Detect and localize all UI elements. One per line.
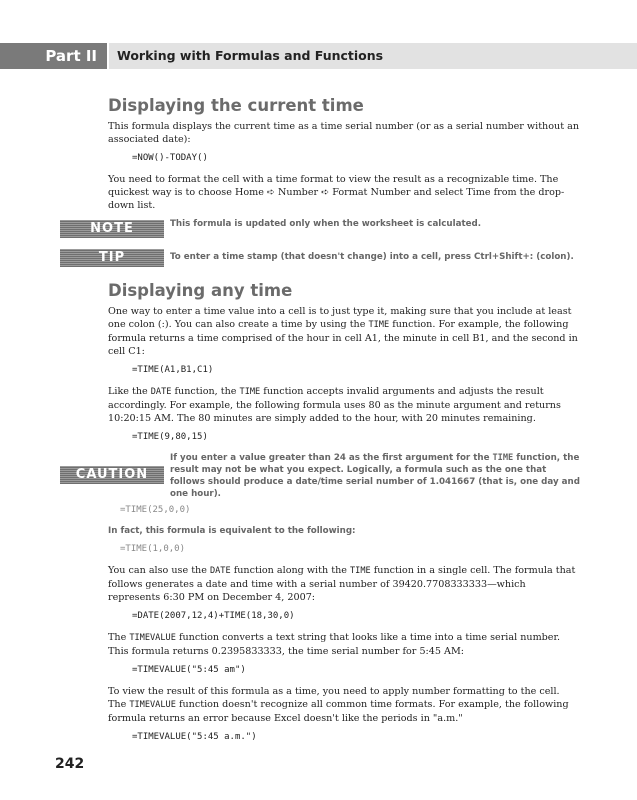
page-content (75, 96, 580, 752)
running-header: Working with Formulas and Functions (109, 43, 637, 69)
tip-callout (98, 247, 580, 269)
tip-label: TIP (60, 249, 164, 267)
paragraph: This formula displays the current time as a time serial number (or as a serial number without an associated date): (108, 121, 579, 145)
inline-code: TIME (368, 320, 390, 330)
inline-code: DATE (209, 566, 231, 576)
page-number: 242 (55, 756, 85, 772)
code-line: =TIME(1,0,0) (120, 544, 186, 554)
code-line: =TIME(25,0,0) (120, 505, 191, 515)
paragraph: You can also use the DATE function along with the TIME function in a single cell. The formula that follows generates a date and time with a serial number of 39420.7708333333—which represents 6:30 PM on December 4, 2007: (108, 565, 576, 603)
paragraph: Like the DATE function, the TIME function accepts invalid arguments and adjusts the result accordingly. For example, the following formula uses 80 as the minute argument and returns 10:20:15 AM. The 80 minutes are simply added to the hour, with 20 minutes remaining. (108, 386, 561, 424)
inline-code: TIMEVALUE (129, 700, 176, 710)
code-line: =NOW()-TODAY() (132, 153, 208, 163)
inline-code: TIME (239, 387, 261, 397)
section-heading-current-time: Displaying the current time (108, 96, 364, 115)
part-tab: Part II (0, 43, 107, 69)
inline-code: DATE (150, 387, 172, 397)
caution-text-2: In fact, this formula is equivalent to the following: (108, 526, 356, 536)
paragraph: You need to format the cell with a time format to view the result as a recognizable time. The quickest way is to choose Home ➪ Number ➪ Format Number and select Time from the drop-down list. (108, 174, 565, 211)
code-line: =TIMEVALUE("5:45 a.m.") (132, 732, 257, 742)
tip-text: To enter a time stamp (that doesn't change) into a cell, press Ctrl+Shift+: (colon). (170, 252, 574, 262)
caution-label: CAUTION (60, 466, 164, 484)
note-text: This formula is updated only when the worksheet is calculated. (170, 219, 482, 229)
paragraph: The TIMEVALUE function converts a text string that looks like a time into a time serial number. This formula returns 0.2395833333, the time serial number for 5:45 AM: (108, 632, 561, 657)
paragraph: One way to enter a time value into a cell is to just type it, making sure that you include at least one colon (:). You can also create a time by using the TIME function. For example, the following formula returns a time comprised of the hour in cell A1, the minute in cell B1, and the second in cell C1: (108, 306, 578, 357)
code-line: =TIME(9,80,15) (132, 432, 208, 442)
caution-text: If you enter a value greater than 24 as the first argument for the TIME function, the result may not be what you expect. Logically, a formula such as the one that follows should produce a date/time serial number of 1.041667 (that is, one day and one hour). (170, 453, 580, 499)
code-line: =DATE(2007,12,4)+TIME(18,30,0) (132, 611, 295, 621)
code-line: =TIME(A1,B1,C1) (132, 365, 214, 375)
caution-callout (75, 452, 580, 500)
note-label: NOTE (60, 220, 164, 238)
section-heading-any-time: Displaying any time (108, 281, 293, 300)
inline-code: TIMEVALUE (129, 633, 176, 643)
paragraph: To view the result of this formula as a time, you need to apply number formatting to the cell. The TIMEVALUE function doesn't recognize all common time formats. For example, the following formula returns an error because Excel doesn't like the periods in "a.m." (108, 686, 569, 724)
inline-code: TIME (492, 453, 514, 463)
note-callout (90, 218, 580, 240)
inline-code: TIME (349, 566, 371, 576)
code-line: =TIMEVALUE("5:45 am") (132, 665, 246, 675)
